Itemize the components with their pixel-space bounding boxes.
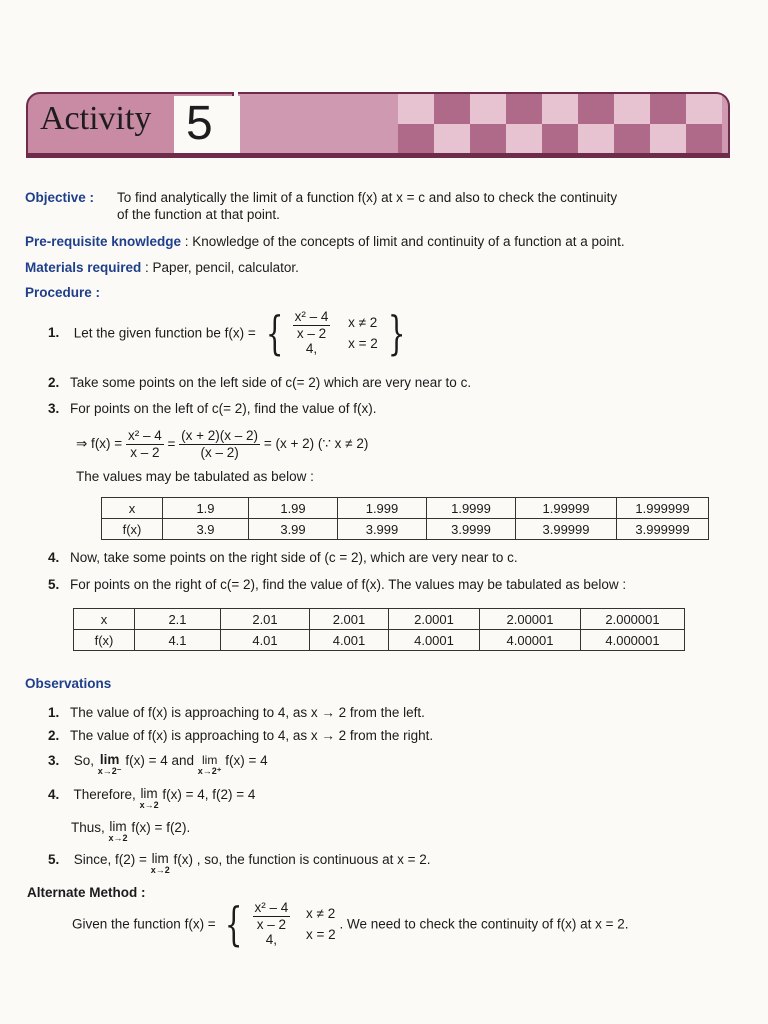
fraction-1: $\frac{\text{x² – 4}}{x - 2}$ bbox=[127, 428, 162, 460]
procedure-step-4: 4. Now, take some points on the right side of (c = 2), which are very near to c. bbox=[48, 550, 518, 565]
procedure-step-1 bbox=[48, 306, 411, 361]
prereq-label: Pre-requisite knowledge bbox=[25, 234, 182, 249]
fraction: $\frac{\text{x² – 4}}{x - 2}$ bbox=[294, 309, 329, 341]
activity-number: 5 bbox=[186, 97, 213, 150]
table-row: x 2.1 2.01 2.001 2.0001 2.00001 2.000001 bbox=[74, 609, 685, 630]
observation-1: 1. The value of f(x) is approaching to 4, as x → 2 from the left. bbox=[48, 705, 425, 720]
piecewise-values bbox=[293, 309, 331, 357]
materials-text: : Paper, pencil, calculator. bbox=[141, 260, 299, 275]
objective-line-2: of the function at that point. bbox=[117, 207, 280, 222]
procedure-step-3: 3. For points on the left of c(= 2), find the value of f(x). bbox=[48, 401, 377, 416]
piecewise-values: $\frac{\text{x² – 4}}{x - 2}$ 4, bbox=[254, 900, 289, 948]
piecewise-conditions bbox=[348, 312, 378, 355]
objective-line-1: To find analytically the limit of a function f(x) at x = c and also to check the continuity bbox=[117, 190, 618, 205]
activity-banner-decoration bbox=[238, 92, 730, 153]
fraction-2: $\frac{(x + 2)(x - 2)}{(x - 2)}$ bbox=[181, 428, 259, 460]
condition-1: x ≠ 2 bbox=[348, 314, 378, 330]
procedure-step-5: 5. For points on the right of c(= 2), find the value of f(x). The values may be tabulated as below : bbox=[48, 577, 627, 592]
piecewise-conditions: x ≠ 2 x = 2 bbox=[306, 905, 336, 943]
fraction: $\frac{\text{x² – 4}}{x - 2}$ bbox=[254, 900, 289, 932]
table-right-approach bbox=[73, 608, 685, 651]
observation-5: 5. Since, f(2) = lim x→2 f(x) , so, the function is continuous at x = 2. bbox=[48, 851, 431, 876]
observations-label: Observations bbox=[25, 676, 112, 691]
banner-underline bbox=[26, 153, 730, 158]
prereq-text: : Knowledge of the concepts of limit and continuity of a function at a point. bbox=[181, 234, 625, 249]
step-number: 1. bbox=[48, 324, 60, 340]
table-row: x 1.9 1.99 1.999 1.9999 1.99999 1.999999 bbox=[102, 498, 709, 519]
observation-2: 2. The value of f(x) is approaching to 4, as x → 2 from the right. bbox=[48, 728, 434, 743]
left-brace: { bbox=[225, 897, 243, 952]
derivation: ⇒ f(x) = $\frac{\text{x² – 4}}{x - 2}$ = $\frac{(x + 2)(x - 2)}{(x - 2)}$ = (x + 2) (∵ x ≠ 2) bbox=[76, 428, 369, 460]
prereq-row bbox=[25, 234, 625, 249]
activity-title: Activity bbox=[40, 100, 152, 137]
table-row: f(x) 3.9 3.99 3.999 3.9999 3.99999 3.999999 bbox=[102, 519, 709, 540]
condition-2: x = 2 bbox=[348, 336, 378, 352]
piecewise-value-2: 4, bbox=[305, 341, 318, 357]
limit: lim x→2 bbox=[108, 819, 128, 844]
limit-right: lim x→2⁺ bbox=[197, 753, 222, 777]
tabulated-note: The values may be tabulated as below : bbox=[76, 469, 314, 484]
objective-label: Objective : bbox=[25, 190, 95, 205]
procedure-step-2: 2. Take some points on the left side of c(= 2) which are very near to c. bbox=[48, 375, 472, 390]
materials-row bbox=[25, 260, 299, 275]
limit: lim x→2 bbox=[150, 851, 170, 876]
table-row: f(x) 4.1 4.01 4.001 4.0001 4.00001 4.000001 bbox=[74, 630, 685, 651]
alternate-method-statement: Given the function f(x) = { $\frac{\text{x² – 4}}{x - 2}$ 4, x ≠ 2 x = 2 . We need to check the continuity of f(x) at x = 2. bbox=[72, 897, 629, 952]
objective-row bbox=[25, 190, 94, 205]
materials-label: Materials required bbox=[25, 260, 142, 275]
alternate-method-label: Alternate Method : bbox=[27, 885, 146, 900]
observation-3: 3. So, lim x→2⁻ f(x) = 4 and lim x→2⁺ f(x) = 4 bbox=[48, 752, 268, 777]
table-left-approach bbox=[101, 497, 709, 540]
step-1-text: Let the given function be f(x) = bbox=[73, 325, 256, 341]
left-brace: { bbox=[265, 306, 283, 361]
limit-left: lim x→2⁻ bbox=[97, 752, 122, 777]
procedure-label: Procedure : bbox=[25, 285, 101, 300]
observation-4: 4. Therefore, lim x→2 f(x) = 4, f(2) = 4 bbox=[48, 786, 256, 811]
right-brace: } bbox=[387, 306, 405, 361]
observation-thus: Thus, lim x→2 f(x) = f(2). bbox=[71, 819, 191, 844]
limit: lim x→2 bbox=[139, 786, 159, 811]
